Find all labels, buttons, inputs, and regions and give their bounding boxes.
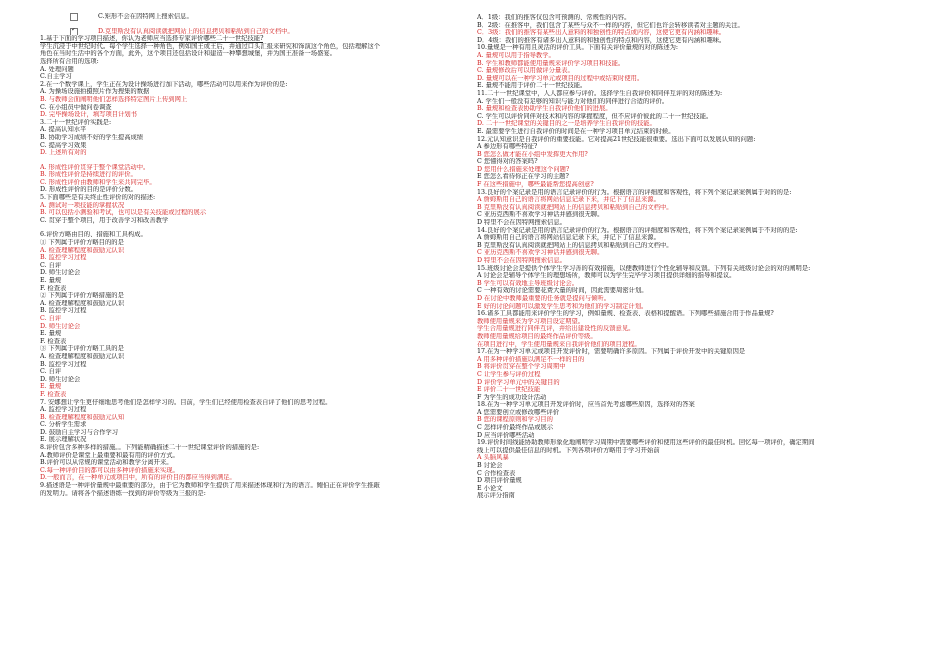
line-text: ② 下列属于评价方略措施的是 [40,292,124,300]
text-line [477,470,917,478]
text-line [40,217,476,225]
text-line [477,432,917,440]
text-line [40,490,476,498]
line-text: C. 自评 [40,261,62,269]
line-text: A. 检查理解程度和鼓励元认识 [40,299,125,307]
line-text: 15.班级讨论会是提供个体学生学习善的有效措施，以便教师进行个性化辅导和反馈。下列有关班级讨论会的对的阐明是: [477,264,811,272]
line-text: 选择所有合用的选项: [40,57,99,65]
line-text: B 讨论会 [477,462,503,470]
line-text: 2.在一个数学课上，学生正在为设计操场进行加下活动，哪些活动可以用来作为评价的是: [40,80,288,88]
line-text: E. 最需要学生进行自我评价的时间是在一种学习项目单元结束的时候。 [477,127,675,135]
line-text: 14.良好的个案记录是用的语言记录评价的行为。根据语言的评细度和客观性，将下列个案记录案例属于不对的的是: [477,226,798,234]
line-text: E 小论文 [477,484,503,492]
text-line [477,219,917,227]
text-line [477,272,917,280]
text-line [477,394,917,402]
line-text: 3.二十一世纪评价实践是: [40,118,112,126]
line-text: D 特里不会在因特网搜索信息。 [477,219,566,227]
line-text: 在项目进行中，学生使用量规来自我评价他们的项目进程。 [477,340,641,348]
text-line [477,295,917,303]
line-text: 的发明力。请将各个描述语练一找到的评价等级为三报的是: [40,489,206,497]
text-line [40,315,476,323]
line-text: 线上可以提供最佳信息的时机。下列各项评价方略用于学习开始前 [477,446,660,454]
line-text: A.教师评价是课堂上最重要和最有用的评价方式。 [40,451,179,459]
line-text: 5.下面哪些是有关终止性评价的对的描述: [40,194,156,202]
line-text: C 怎样评价最终作品或展示 [477,424,554,432]
line-text: D 评价学习单元中的关键目的 [477,378,560,386]
line-text: E 您怎么看待你正在学习的主题? [477,173,569,181]
text-line [40,35,476,43]
text-line [477,280,917,288]
text-line [40,474,476,482]
line-text: B. 协助学习成绩不好的学生提高成绩 [40,133,144,141]
spacer [40,21,476,28]
line-text: C．3级：我们的推客有某些出人意料的和独创性的特点或内容，这使它更有内涵和趣味。 [477,29,726,37]
line-text: B. 学生和教师都能使用量规来评价学习项目和技能。 [477,59,625,67]
text-line [40,459,476,467]
text-line [477,333,917,341]
line-text: B. 监控学习过程 [40,307,87,315]
option-label: C.矩形不会在因特网上搜索信息。 [98,13,193,20]
text-line [40,391,476,399]
text-line [40,338,476,346]
text-line [477,439,917,447]
line-text: C. 自评 [40,368,62,376]
text-line [40,285,476,293]
line-text: D. 师生讨论会 [40,322,81,330]
line-text: D 您用什么措施来处理这个问题? [477,165,570,173]
text-line [40,376,476,384]
text-line [40,345,476,353]
line-text: ① 下列属于评价方略目的的是 [40,239,124,247]
line-text: 6.评价方略由目的、措施和工具构成。 [40,231,147,239]
line-text: 10.量规是一种有用且灵活的评价工具。下面有关评价量规的对的陈述为: [477,44,679,52]
line-text: C 一种有效的讨论需要花费大量的时间，因此需要周密计划。 [477,287,648,295]
text-line [40,300,476,308]
right-column [477,14,917,500]
line-text: B 您怎么做才能在小组中发挥更大作用? [477,150,588,158]
line-text: D 特里不会在因特网搜索信息。 [477,257,566,264]
line-text: 19.评价时间线能协助教师形象化地阐明学习周期中需要哪些评价和使用这些评价的最佳时机。回忆每一项评价，确定期间 [477,439,815,447]
line-text: D. 师生讨论会 [40,269,81,277]
text-line [40,406,476,414]
text-line [477,189,917,197]
line-text: A. 量规可以用于指导教学。 [477,51,555,59]
text-line [477,257,917,265]
text-line [477,424,917,432]
text-line [477,492,917,500]
checkbox-option[interactable] [40,28,476,36]
line-text: 1.基于下面的学习项目描述，你认为老师应当选择专家评价哪些二十一世纪技能? [40,35,264,43]
line-text: 角色在当时生活中的各个方面，此外，这个项目还包括设计和建造一种攀想城堡，并为国王准备一场盛宴。 [40,50,336,58]
text-line [40,436,476,444]
line-text: C. 学生可以评价同伴对技术和内容的掌握程度，但不应评价彼此的二十一世纪技能。 [477,112,713,120]
text-line [477,371,917,379]
text-line [477,37,917,45]
text-line [477,265,917,273]
line-text: C. 自评 [40,314,62,322]
spacer [40,157,476,164]
line-text: 学生沉浸于中世纪时代。每个学生选择一种角色，例如国王或王后，并通过口头汇报来研究和饰演这个角色，包括理解这个 [40,42,381,50]
line-text: A. 学生们一般没有足够的知识与能力对他们的同伴进行合适的评价。 [477,97,669,105]
text-line [477,166,917,174]
line-text: E. 展示理解状况 [40,436,87,444]
line-text: A. 为操场设施拍摄照片作为搜集的数据 [40,88,150,96]
line-text: A 头脑风暴 [477,454,509,462]
text-line [477,401,917,409]
text-line [477,98,917,106]
text-line [40,414,476,422]
line-text: D. 量规可以在一种学习单元或项目的过程中或结束时使用。 [477,74,644,82]
line-text: D. 二十一世纪课堂的关键目的之一是培养学生自我评价的技能。 [477,120,656,128]
text-line [477,29,917,37]
checkbox-checked-icon[interactable] [70,28,78,36]
line-text: A. 形成性评价贯穿于整个课堂活动中。 [40,163,150,171]
text-line [477,379,917,387]
text-line [40,73,476,81]
line-text: C 让学生参与评价过程 [477,370,541,378]
text-line [40,88,476,96]
text-line [477,52,917,60]
text-line [40,142,476,150]
text-line [40,262,476,270]
text-line [477,173,917,181]
text-line [40,186,476,194]
text-line [40,81,476,89]
left-column [40,13,476,497]
text-line [40,111,476,119]
text-line [40,66,476,74]
line-text: B. 监控学习过程 [40,360,87,368]
line-text: A. 检查理解程度和鼓励元认识 [40,352,125,360]
text-line [40,126,476,134]
text-line [40,429,476,437]
line-text: B. 与教师会面阐明他们怎样选择特定图片上传到网上 [40,95,188,103]
line-text: 9.描述语是一种评价量规中最重要的部分，由于它为教师和学生提供了用来描述体现和行为的语言。鲍伯正在评价学生推敲 [40,482,380,490]
line-text: D. 形成性评价的目的是评价分数。 [40,186,137,194]
line-text: D. 鼓励自主学习与合作学习 [40,428,119,436]
line-text: D. 师生讨论会 [40,375,81,383]
text-line [477,310,917,318]
text-line [477,386,917,394]
text-line [40,247,476,255]
text-line [40,383,476,391]
text-line [477,22,917,30]
text-line [477,82,917,90]
line-text: 展示评分指南 [477,492,515,500]
text-line [40,399,476,407]
line-text: B. 形成性评价是持续进行的评价。 [40,171,137,179]
text-line [477,318,917,326]
line-text: D．4级：我们的推客有诸多出人意料的和独创性的特点和内容，这使它更有内涵和趣味。 [477,36,726,44]
text-line [477,249,917,257]
line-text: A 用多种评价措施以满足不一样的目的 [477,355,585,363]
line-text: F. 检查表 [40,284,67,292]
text-line [40,171,476,179]
text-line [40,239,476,247]
text-line [477,151,917,159]
text-line [477,113,917,121]
text-line [40,482,476,490]
line-text: C 您懂得对的答案吗? [477,158,538,166]
text-line [477,60,917,68]
text-line [40,119,476,127]
text-line [477,287,917,295]
line-text: A 讨论会是辅导个体学生的理想场所，教师可以为学生完毕学习项目提供详细的指导和提议。 [477,272,736,280]
text-line [477,136,917,144]
text-line [477,242,917,250]
line-text: B．2级：在推客中，我们包含了某些与众不一样的内容，但它们也许会转移读者对主题的关注。 [477,21,744,29]
text-line [40,134,476,142]
text-line [40,149,476,157]
text-line [477,447,917,455]
line-text: B. 量规和检查表协助学生自我评价他们的进展。 [477,105,612,113]
text-line [477,204,917,212]
line-text: 教师使用量规给项目的最终作品评价等级。 [477,332,597,340]
line-text: C. 提高学习效果 [40,141,87,149]
text-line [40,50,476,58]
line-text: B 克里斯没有认真阅读就把网站上的信息拷贝和粘贴到自己的文档中。 [477,241,673,249]
line-text: 17.在为一种学习单元或项目开发评价时，需要明确许多原因。下列属于评价开发中的关键原因是 [477,348,746,356]
line-text: F 在这些措施中，哪些最能帮您提高创意? [477,181,594,189]
line-text: A. 检查理解程度和鼓励元认识 [40,246,125,254]
line-text: B 您的课程原则和学习目的 [477,416,553,424]
line-text: B.评价可以从常规的课堂活动和教学分离开来。 [40,459,173,467]
line-text: 12.元认知意识是自我评价的重要技能。它对提高21世纪技能很重要。选出下面可以发展认知的问题: [477,135,756,143]
line-text: 7. 安娜想让学生更仔细地思考他们是怎样学习的。目前，学生们已经使用检查表自评了他们的思考过程。 [40,398,332,406]
text-line [477,14,917,22]
line-text: D.一般而言，在一种单元或项目中，所有的评价目的都应当得到满足。 [40,474,236,482]
text-line [40,307,476,315]
line-text: E. 量规 [40,277,62,284]
line-text: 8.评价包含多种多样的措施。。下列能精确描述二十一世纪课堂评价的措施的是: [40,444,260,452]
line-text: 13.良好的个案记录是用的语言记录评价的行为。根据语言的评细度和客观性，将下列个案记录案例属于对的的是: [477,188,792,196]
line-text: E. 量规 [40,383,62,391]
line-text: A. 测试对一项技能的掌握状况 [40,201,125,209]
line-text: C 亚历克西斯不喜欢学习神话并感到很无聊。 [477,249,604,257]
line-text: C. 量规修改后可以用做评分量表。 [477,67,574,75]
text-line [40,421,476,429]
line-text: C. 形成性评价由教师和学生来共同完毕。 [40,178,156,186]
line-text: A 参边形有哪些特征? [477,143,538,151]
text-line [40,104,476,112]
line-text: E. 量规 [40,330,62,338]
text-line [40,467,476,475]
line-text: C. 分析学生需求 [40,421,87,429]
text-line [40,452,476,460]
text-line [477,227,917,235]
text-line [477,44,917,52]
line-text: B 学生可以有效地主导班级讨论会。 [477,279,579,287]
checkbox-option[interactable] [40,13,476,21]
text-line [477,120,917,128]
text-line [40,202,476,210]
text-line [477,196,917,204]
text-line [477,75,917,83]
text-line [40,277,476,285]
line-text: F. 检查表 [40,337,67,345]
line-text: 教师使用量规来为学习项目设定期望。 [477,317,585,325]
line-text: A 詹姆斯用自己的语言将网站信息记录下来，并记下了信息来源。 [477,196,660,204]
text-line [477,128,917,136]
checkbox-empty-icon[interactable] [70,13,78,21]
line-text: 16.诸多工具都能用来评价学生的学习，例如量规、检查表、表格和提醒语。下列哪些措施合用于作品量规? [477,310,774,318]
text-line [477,348,917,356]
line-text: F 为学生的成功设计活动 [477,393,547,401]
text-line [40,353,476,361]
text-line [40,209,476,217]
line-text: B. 可以包括小测验和考试，也可以是有关技能或过程的展示 [40,209,207,217]
text-line [477,409,917,417]
text-line [477,462,917,470]
line-text: E 好的讨论问题可以激发学生思考和为他们的学习制定计划。 [477,302,648,310]
line-text: A．1级：我们的推客仅包含可预测的、常规性的内容。 [477,14,631,21]
line-text: A. 监控学习过程 [40,406,87,414]
line-text: D. 完毕操场设计，填写项目计划书 [40,111,137,119]
text-line [40,254,476,262]
text-line [477,477,917,485]
line-text: B 克里斯没有认真阅读就把网站上的信息拷贝和粘贴到自己的文档中。 [477,203,673,211]
text-line [40,194,476,202]
line-text: E 评价二十一世纪技能 [477,386,541,394]
line-text: C 合作检查表 [477,469,516,477]
line-text: ③ 下列属于评价方略工具的是 [40,345,124,353]
text-line [40,292,476,300]
text-line [40,164,476,172]
text-line [477,325,917,333]
line-text: A. 提高认知水平 [40,126,87,134]
line-text: C.每一种评价目的都可以由多种评价措施来实现。 [40,466,179,474]
text-line [477,67,917,75]
text-line [477,356,917,364]
line-text: 11.二十一世纪课堂中，人人都应参与评价。选择学生自我评价和同伴互评的对的陈述为: [477,89,723,97]
text-line [40,231,476,239]
text-line [40,179,476,187]
text-line [477,105,917,113]
line-text: 学生合用量规进行同伴互评，并给出建设性的反馈意见。 [477,325,635,333]
line-text: A 詹姆斯用自己的语言将网站信息记录下来，并记下了信息来源。 [477,234,660,242]
line-text: D 项目评价量规 [477,477,522,485]
line-text: F. 检查表 [40,390,67,398]
text-line [477,234,917,242]
text-line [40,58,476,66]
text-line [477,211,917,219]
line-text: 18.在为一种学习单元项目开发评价时，应当首先考虑哪些原因，选择对的答案 [477,401,695,409]
line-text: C. 贯穿于整个项目，用于改善学习和改善教学 [40,216,169,224]
text-line [40,96,476,104]
text-line [477,143,917,151]
line-text: B 将评价贯穿在整个学习周期中 [477,363,566,371]
text-line [40,330,476,338]
text-line [477,303,917,311]
line-text: D. 上述所有对的 [40,149,87,157]
option-label: D.克里斯没有认真阅读就把网站上的信息拷贝和粘贴到自己的文档中。 [98,27,294,35]
text-line [477,158,917,166]
text-line [40,368,476,376]
line-text: D 应当评价哪些活动 [477,431,535,439]
line-text: C.自主学习 [40,73,72,81]
line-text: B. 监控学习过程 [40,254,87,262]
text-line [477,485,917,493]
text-line [40,444,476,452]
text-line [477,181,917,189]
text-line [40,323,476,331]
line-text: E. 量规不能用于评价二十一世纪技能。 [477,82,587,90]
text-line [477,363,917,371]
spacer [40,224,476,231]
text-line [40,269,476,277]
line-text: A. 处理问题 [40,65,74,73]
text-line [40,43,476,51]
line-text: A 您需要创立或修改哪些评价 [477,408,560,416]
line-text: C. 在小组员中做问卷调查 [40,103,112,111]
text-line [477,454,917,462]
line-text: D 在讨论中教师最重要的任务就是提问与倾听。 [477,294,610,302]
text-line [477,341,917,349]
line-text: B. 检查理解程度和鼓励元认知 [40,413,125,421]
text-line [477,416,917,424]
line-text: C 亚历克西斯不喜欢学习神话并感到很无聊。 [477,211,604,219]
text-line [40,361,476,369]
text-line [477,90,917,98]
